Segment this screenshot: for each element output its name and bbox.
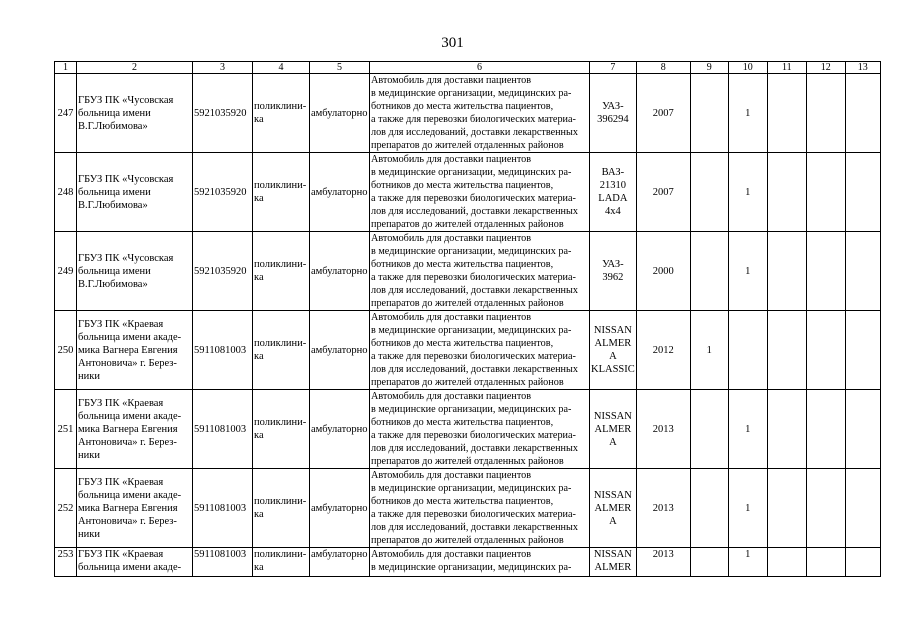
- table-row: [55, 153, 881, 232]
- care-type-cell: амбулаторно: [310, 311, 370, 390]
- column-header: 5: [310, 62, 370, 74]
- inn-cell: 5921035920: [193, 153, 253, 232]
- year-cell: 2013: [636, 469, 690, 548]
- inn-cell: 5911081003: [193, 548, 253, 577]
- year-cell: 2000: [636, 232, 690, 311]
- vehicle-table: [54, 61, 881, 577]
- column-9-cell: [690, 390, 728, 469]
- care-type-cell: амбулаторно: [310, 232, 370, 311]
- vehicle-model-cell: ВАЗ- 21310 LADA 4x4: [590, 153, 637, 232]
- department-cell: поликлини- ка: [253, 469, 310, 548]
- table-row: [55, 469, 881, 548]
- column-11-cell: [767, 74, 806, 153]
- column-12-cell: [806, 469, 845, 548]
- column-13-cell: [845, 548, 880, 577]
- column-9-cell: [690, 153, 728, 232]
- purpose-cell: Автомобиль для доставки пациентов в медицинские организации, медицинских ра-: [370, 548, 590, 577]
- column-13-cell: [845, 311, 880, 390]
- column-13-cell: [845, 153, 880, 232]
- column-header: 6: [370, 62, 590, 74]
- care-type-cell: амбулаторно: [310, 469, 370, 548]
- organization-cell: ГБУЗ ПК «Чусовская больница имени В.Г.Любимова»: [77, 74, 193, 153]
- column-10-cell: 1: [728, 153, 767, 232]
- organization-cell: ГБУЗ ПК «Чусовская больница имени В.Г.Любимова»: [77, 153, 193, 232]
- table-row: [55, 390, 881, 469]
- department-cell: поликлини- ка: [253, 232, 310, 311]
- department-cell: поликлини- ка: [253, 548, 310, 577]
- purpose-cell: Автомобиль для доставки пациентов в медицинские организации, медицинских ра- ботников до места жительства пациентов, а также для перевозки биологических материа- лов для исследований, доставки лекарственных препаратов до жителей отдаленных районов: [370, 232, 590, 311]
- column-12-cell: [806, 232, 845, 311]
- column-12-cell: [806, 390, 845, 469]
- purpose-cell: Автомобиль для доставки пациентов в медицинские организации, медицинских ра- ботников до места жительства пациентов, а также для перевозки биологических материа- лов для исследований, доставки лекарственных препаратов до жителей отдаленных районов: [370, 74, 590, 153]
- inn-cell: 5911081003: [193, 469, 253, 548]
- column-11-cell: [767, 153, 806, 232]
- organization-cell: ГБУЗ ПК «Чусовская больница имени В.Г.Любимова»: [77, 232, 193, 311]
- column-header: 3: [193, 62, 253, 74]
- organization-cell: ГБУЗ ПК «Краевая больница имени акаде-: [77, 548, 193, 577]
- column-12-cell: [806, 153, 845, 232]
- table-row: [55, 74, 881, 153]
- row-number-cell: 251: [55, 390, 77, 469]
- column-header: 9: [690, 62, 728, 74]
- column-10-cell: 1: [728, 548, 767, 577]
- column-header: 1: [55, 62, 77, 74]
- column-13-cell: [845, 390, 880, 469]
- column-11-cell: [767, 311, 806, 390]
- care-type-cell: амбулаторно: [310, 74, 370, 153]
- column-11-cell: [767, 232, 806, 311]
- department-cell: поликлини- ка: [253, 153, 310, 232]
- care-type-cell: амбулаторно: [310, 548, 370, 577]
- column-13-cell: [845, 469, 880, 548]
- organization-cell: ГБУЗ ПК «Краевая больница имени акаде- мика Вагнера Евгения Антоновича» г. Берез- ники: [77, 390, 193, 469]
- column-13-cell: [845, 232, 880, 311]
- column-10-cell: 1: [728, 390, 767, 469]
- year-cell: 2013: [636, 390, 690, 469]
- purpose-cell: Автомобиль для доставки пациентов в медицинские организации, медицинских ра- ботников до места жительства пациентов, а также для перевозки биологических материа- лов для исследований, доставки лекарственных препаратов до жителей отдаленных районов: [370, 153, 590, 232]
- column-header: 11: [767, 62, 806, 74]
- column-header: 12: [806, 62, 845, 74]
- year-cell: 2007: [636, 153, 690, 232]
- column-9-cell: [690, 548, 728, 577]
- column-11-cell: [767, 390, 806, 469]
- row-number-cell: 250: [55, 311, 77, 390]
- table-header-row: [55, 62, 881, 74]
- vehicle-model-cell: УАЗ- 396294: [590, 74, 637, 153]
- organization-cell: ГБУЗ ПК «Краевая больница имени акаде- мика Вагнера Евгения Антоновича» г. Берез- ники: [77, 469, 193, 548]
- table-row: [55, 232, 881, 311]
- table-row: [55, 311, 881, 390]
- year-cell: 2007: [636, 74, 690, 153]
- care-type-cell: амбулаторно: [310, 153, 370, 232]
- inn-cell: 5921035920: [193, 232, 253, 311]
- vehicle-model-cell: NISSAN ALMER A: [590, 469, 637, 548]
- column-11-cell: [767, 469, 806, 548]
- table-row: [55, 548, 881, 577]
- inn-cell: 5911081003: [193, 311, 253, 390]
- row-number-cell: 248: [55, 153, 77, 232]
- row-number-cell: 249: [55, 232, 77, 311]
- column-13-cell: [845, 74, 880, 153]
- vehicle-model-cell: NISSAN ALMER A KLASSIC: [590, 311, 637, 390]
- column-9-cell: [690, 74, 728, 153]
- vehicle-model-cell: УАЗ- 3962: [590, 232, 637, 311]
- inn-cell: 5911081003: [193, 390, 253, 469]
- column-9-cell: [690, 232, 728, 311]
- column-header: 7: [590, 62, 637, 74]
- page-number: 301: [441, 35, 464, 51]
- column-header: 2: [77, 62, 193, 74]
- year-cell: 2013: [636, 548, 690, 577]
- column-10-cell: [728, 311, 767, 390]
- column-12-cell: [806, 74, 845, 153]
- column-12-cell: [806, 548, 845, 577]
- vehicle-model-cell: NISSAN ALMER: [590, 548, 637, 577]
- care-type-cell: амбулаторно: [310, 390, 370, 469]
- column-header: 13: [845, 62, 880, 74]
- column-header: 4: [253, 62, 310, 74]
- department-cell: поликлини- ка: [253, 390, 310, 469]
- column-header: 8: [636, 62, 690, 74]
- column-10-cell: 1: [728, 232, 767, 311]
- row-number-cell: 247: [55, 74, 77, 153]
- vehicle-model-cell: NISSAN ALMER A: [590, 390, 637, 469]
- column-12-cell: [806, 311, 845, 390]
- purpose-cell: Автомобиль для доставки пациентов в медицинские организации, медицинских ра- ботников до места жительства пациентов, а также для перевозки биологических материа- лов для исследований, доставки лекарственных препаратов до жителей отдаленных районов: [370, 311, 590, 390]
- row-number-cell: 253: [55, 548, 77, 577]
- column-header: 10: [728, 62, 767, 74]
- column-9-cell: 1: [690, 311, 728, 390]
- column-10-cell: 1: [728, 469, 767, 548]
- column-11-cell: [767, 548, 806, 577]
- organization-cell: ГБУЗ ПК «Краевая больница имени акаде- мика Вагнера Евгения Антоновича» г. Берез- ники: [77, 311, 193, 390]
- inn-cell: 5921035920: [193, 74, 253, 153]
- column-10-cell: 1: [728, 74, 767, 153]
- department-cell: поликлини- ка: [253, 311, 310, 390]
- column-9-cell: [690, 469, 728, 548]
- purpose-cell: Автомобиль для доставки пациентов в медицинские организации, медицинских ра- ботников до места жительства пациентов, а также для перевозки биологических материа- лов для исследований, доставки лекарственных препаратов до жителей отдаленных районов: [370, 390, 590, 469]
- row-number-cell: 252: [55, 469, 77, 548]
- year-cell: 2012: [636, 311, 690, 390]
- department-cell: поликлини- ка: [253, 74, 310, 153]
- purpose-cell: Автомобиль для доставки пациентов в медицинские организации, медицинских ра- ботников до места жительства пациентов, а также для перевозки биологических материа- лов для исследований, доставки лекарственных препаратов до жителей отдаленных районов: [370, 469, 590, 548]
